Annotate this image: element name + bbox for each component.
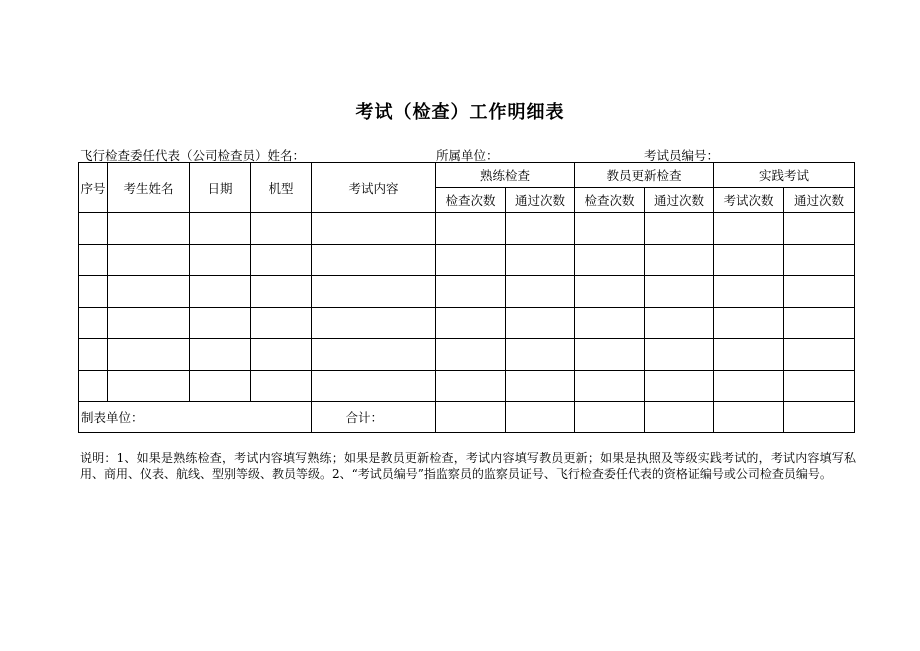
- table-cell[interactable]: [575, 244, 645, 276]
- table-cell[interactable]: [251, 339, 312, 371]
- table-cell[interactable]: [108, 276, 190, 308]
- table-cell[interactable]: [436, 244, 506, 276]
- header-pass-count: 通过次数: [784, 188, 855, 213]
- table-cell[interactable]: [190, 213, 251, 245]
- header-aircraft-type: 机型: [251, 163, 312, 213]
- explanation-note: 说明：1、如果是熟练检查，考试内容填写熟练；如果是教员更新检查，考试内容填写教员更新；如果是执照及等级实践考试的，考试内容填写私用、商用、仪表、航线、型别等级、教员等级。2、“考试员编号”指监察员的监察员证号、飞行检查委任代表的资格证编号或公司检查员编号。: [80, 451, 856, 481]
- footer-cell[interactable]: [784, 402, 855, 433]
- table-row: [79, 276, 855, 308]
- footer-cell[interactable]: [436, 402, 506, 433]
- document-title: 考试（检查）工作明细表: [355, 102, 565, 123]
- table-cell[interactable]: [312, 307, 436, 339]
- table-cell[interactable]: [645, 276, 714, 308]
- examiner-number-label: 考试员编号：: [644, 148, 720, 163]
- table-cell[interactable]: [312, 370, 436, 402]
- table-cell[interactable]: [190, 339, 251, 371]
- table-cell[interactable]: [645, 339, 714, 371]
- table-cell[interactable]: [575, 370, 645, 402]
- table-cell[interactable]: [312, 244, 436, 276]
- table-cell[interactable]: [79, 339, 108, 371]
- footer-unit-label: 制表单位：: [79, 402, 312, 433]
- footer-cell[interactable]: [714, 402, 784, 433]
- header-date: 日期: [190, 163, 251, 213]
- table-cell[interactable]: [312, 339, 436, 371]
- table-cell[interactable]: [784, 370, 855, 402]
- header-exam-count: 考试次数: [714, 188, 784, 213]
- table-cell[interactable]: [251, 370, 312, 402]
- header-pass-count: 通过次数: [506, 188, 575, 213]
- table-cell[interactable]: [312, 276, 436, 308]
- table-cell[interactable]: [436, 276, 506, 308]
- table-cell[interactable]: [506, 370, 575, 402]
- table-cell[interactable]: [784, 307, 855, 339]
- table-cell[interactable]: [645, 213, 714, 245]
- table-cell[interactable]: [714, 276, 784, 308]
- footer-cell[interactable]: [506, 402, 575, 433]
- header-candidate-name: 考生姓名: [108, 163, 190, 213]
- table-cell[interactable]: [506, 276, 575, 308]
- table-cell[interactable]: [79, 307, 108, 339]
- table-cell[interactable]: [506, 244, 575, 276]
- table-cell[interactable]: [108, 213, 190, 245]
- table-cell[interactable]: [79, 370, 108, 402]
- table-cell[interactable]: [251, 213, 312, 245]
- table-cell[interactable]: [436, 339, 506, 371]
- table-cell[interactable]: [79, 213, 108, 245]
- table-cell[interactable]: [506, 307, 575, 339]
- inspector-name-label: 飞行检查委任代表（公司检查员）姓名：: [80, 148, 306, 163]
- table-cell[interactable]: [714, 213, 784, 245]
- table-cell[interactable]: [784, 339, 855, 371]
- table-cell[interactable]: [79, 244, 108, 276]
- footer-total-label: 合计：: [312, 402, 436, 433]
- table-cell[interactable]: [108, 339, 190, 371]
- table-cell[interactable]: [714, 370, 784, 402]
- header-row-1: [79, 163, 855, 188]
- table-cell[interactable]: [190, 276, 251, 308]
- table-cell[interactable]: [714, 244, 784, 276]
- header-practical-test: 实践考试: [714, 163, 855, 188]
- table-cell[interactable]: [645, 244, 714, 276]
- table-cell[interactable]: [190, 370, 251, 402]
- table-cell[interactable]: [436, 370, 506, 402]
- table-cell[interactable]: [108, 307, 190, 339]
- footer-cell[interactable]: [645, 402, 714, 433]
- table-cell[interactable]: [645, 307, 714, 339]
- header-proficiency-check: 熟练检查: [436, 163, 575, 188]
- table-cell[interactable]: [784, 244, 855, 276]
- header-exam-content: 考试内容: [312, 163, 436, 213]
- table-cell[interactable]: [506, 339, 575, 371]
- table-cell[interactable]: [108, 370, 190, 402]
- table-cell[interactable]: [645, 370, 714, 402]
- table-cell[interactable]: [575, 276, 645, 308]
- table-cell[interactable]: [251, 244, 312, 276]
- table-cell[interactable]: [575, 307, 645, 339]
- table-cell[interactable]: [190, 244, 251, 276]
- table-cell[interactable]: [714, 339, 784, 371]
- table-cell[interactable]: [506, 213, 575, 245]
- table-cell[interactable]: [436, 213, 506, 245]
- work-detail-table: [78, 162, 855, 433]
- table-cell[interactable]: [575, 339, 645, 371]
- table-row: [79, 339, 855, 371]
- table-cell[interactable]: [190, 307, 251, 339]
- header-check-count: 检查次数: [436, 188, 506, 213]
- table-cell[interactable]: [436, 307, 506, 339]
- table-cell[interactable]: [714, 307, 784, 339]
- table-cell[interactable]: [251, 307, 312, 339]
- table-cell[interactable]: [784, 276, 855, 308]
- header-pass-count: 通过次数: [645, 188, 714, 213]
- table-cell[interactable]: [108, 244, 190, 276]
- table-cell[interactable]: [784, 213, 855, 245]
- table-row: [79, 213, 855, 245]
- table-cell[interactable]: [312, 213, 436, 245]
- footer-row: [79, 402, 855, 433]
- header-instructor-renewal: 教员更新检查: [575, 163, 714, 188]
- header-seq: 序号: [79, 163, 108, 213]
- table-cell[interactable]: [575, 213, 645, 245]
- table-row: [79, 244, 855, 276]
- footer-cell[interactable]: [575, 402, 645, 433]
- header-check-count: 检查次数: [575, 188, 645, 213]
- table-cell[interactable]: [79, 276, 108, 308]
- table-body: [79, 213, 855, 402]
- table-cell[interactable]: [251, 276, 312, 308]
- unit-label: 所属单位：: [436, 148, 499, 163]
- table-row: [79, 307, 855, 339]
- table-row: [79, 370, 855, 402]
